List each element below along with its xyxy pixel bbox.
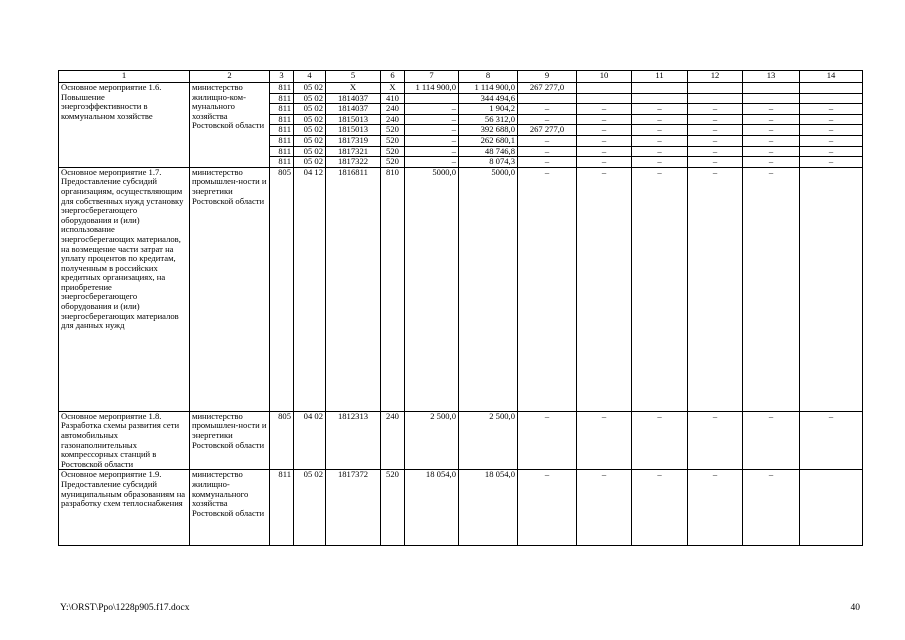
data-cell: – (405, 135, 459, 146)
data-cell: 392 688,0 (459, 125, 518, 136)
data-cell: 1 904,2 (459, 104, 518, 115)
data-cell: – (577, 114, 632, 125)
data-cell: 811 (270, 157, 294, 168)
data-cell: – (577, 125, 632, 136)
data-cell: – (743, 135, 800, 146)
data-cell: 2 500,0 (459, 411, 518, 470)
data-cell: 811 (270, 146, 294, 157)
data-cell: – (405, 114, 459, 125)
data-cell: – (405, 157, 459, 168)
data-cell: – (743, 146, 800, 157)
data-cell: – (688, 146, 743, 157)
data-cell: – (577, 167, 632, 411)
data-cell: 8 074,3 (459, 157, 518, 168)
data-cell: – (577, 470, 632, 546)
data-cell: 1 114 900,0 (405, 83, 459, 94)
data-cell: – (800, 135, 863, 146)
data-cell (688, 93, 743, 104)
data-cell: – (518, 135, 577, 146)
header-cell: 4 (294, 71, 326, 83)
data-cell: – (405, 146, 459, 157)
data-cell: 811 (270, 93, 294, 104)
data-cell: 1816811 (326, 167, 381, 411)
data-cell: – (800, 411, 863, 470)
data-cell: – (743, 157, 800, 168)
table-row (59, 411, 863, 470)
activity-name: Основное мероприятие 1.7. Предоставление субсидий организациям, осуществляющим для собственных нужд установку энергосберегающего оборудования и (или) использование энергосберегающих материалов, на возмещение части затрат на уплату процентов по кредитам, полученным в российских кредитных организациях, на приобретение энергосберегающего оборудования и (или) энергосберегающих материалов для данных нужд (59, 167, 190, 411)
executor-name: министерство промышлен-ности и энергетики Ростовской области (190, 411, 270, 470)
data-cell: – (518, 470, 577, 546)
header-cell: 13 (743, 71, 800, 83)
header-cell: 14 (800, 71, 863, 83)
data-cell: – (577, 104, 632, 115)
data-cell: 520 (381, 157, 405, 168)
data-cell: – (800, 146, 863, 157)
data-cell: 262 680,1 (459, 135, 518, 146)
data-cell: – (405, 125, 459, 136)
data-cell: 05 02 (294, 135, 326, 146)
data-cell: – (518, 167, 577, 411)
data-cell (800, 93, 863, 104)
data-cell: 267 277,0 (518, 83, 577, 94)
header-cell: 8 (459, 71, 518, 83)
activity-name: Основное мероприятие 1.9. Предоставление субсидий муниципальным образованиям на разработку схем теплоснабжения (59, 470, 190, 546)
budget-table (58, 70, 863, 546)
data-cell: 1815013 (326, 125, 381, 136)
data-cell: – (632, 104, 688, 115)
data-cell: – (405, 104, 459, 115)
header-row (59, 71, 863, 83)
data-cell: – (577, 146, 632, 157)
data-cell: 811 (270, 104, 294, 115)
data-cell: – (743, 125, 800, 136)
data-cell: – (632, 125, 688, 136)
data-cell: – (518, 104, 577, 115)
data-cell: – (632, 114, 688, 125)
data-cell: – (632, 146, 688, 157)
data-cell: – (743, 114, 800, 125)
data-cell: 805 (270, 167, 294, 411)
data-cell: – (743, 411, 800, 470)
footer-page-number: 40 (850, 603, 860, 613)
data-cell (743, 83, 800, 94)
data-cell: – (518, 146, 577, 157)
data-cell: 1817319 (326, 135, 381, 146)
data-cell: – (632, 167, 688, 411)
data-cell: 240 (381, 411, 405, 470)
data-cell: 520 (381, 135, 405, 146)
data-cell: – (800, 114, 863, 125)
data-cell: – (688, 167, 743, 411)
data-cell: 520 (381, 470, 405, 546)
data-cell: – (688, 135, 743, 146)
data-cell (632, 83, 688, 94)
data-cell: 18 054,0 (405, 470, 459, 546)
data-cell: 805 (270, 411, 294, 470)
data-cell: 1817321 (326, 146, 381, 157)
data-cell: – (632, 470, 688, 546)
data-cell: 18 054,0 (459, 470, 518, 546)
activity-name: Основное мероприятие 1.6. Повышение энергоэффективности в коммунальном хозяйстве (59, 83, 190, 168)
activity-name: Основное мероприятие 1.8. Разработка схемы развития сети автомобильных газонаполнительных компрессорных станций в Ростовской области (59, 411, 190, 470)
data-cell: – (800, 157, 863, 168)
table-body (59, 71, 863, 546)
data-cell: 5000,0 (459, 167, 518, 411)
header-cell: 9 (518, 71, 577, 83)
data-cell: 05 02 (294, 157, 326, 168)
data-cell: 240 (381, 104, 405, 115)
data-cell: 05 02 (294, 104, 326, 115)
data-cell: 05 02 (294, 114, 326, 125)
header-cell: 6 (381, 71, 405, 83)
data-cell: Х (326, 83, 381, 94)
data-cell: – (688, 114, 743, 125)
executor-name: министерство промышлен-ности и энергетики Ростовской области (190, 167, 270, 411)
data-cell: – (743, 104, 800, 115)
table-row (59, 470, 863, 546)
header-cell: 7 (405, 71, 459, 83)
data-cell: 810 (381, 167, 405, 411)
data-cell: 56 312,0 (459, 114, 518, 125)
header-cell: 10 (577, 71, 632, 83)
header-cell: 2 (190, 71, 270, 83)
data-cell: 05 02 (294, 83, 326, 94)
data-cell: – (518, 411, 577, 470)
data-cell: 811 (270, 83, 294, 94)
data-cell: 1 114 900,0 (459, 83, 518, 94)
executor-name: министерство жилищно-ком-мунального хозяйства Ростовской области (190, 83, 270, 168)
data-cell: – (688, 470, 743, 546)
data-cell: – (577, 157, 632, 168)
data-cell: 410 (381, 93, 405, 104)
header-cell: 11 (632, 71, 688, 83)
executor-name: министерство жилищно-коммунального хозяйства Ростовской области (190, 470, 270, 546)
data-cell: 1814037 (326, 104, 381, 115)
data-cell: – (688, 104, 743, 115)
data-cell: 1815013 (326, 114, 381, 125)
data-cell: 811 (270, 125, 294, 136)
data-cell: 344 494,6 (459, 93, 518, 104)
data-cell: 811 (270, 470, 294, 546)
data-cell (518, 93, 577, 104)
data-cell: 1814037 (326, 93, 381, 104)
data-cell: – (688, 157, 743, 168)
data-cell (800, 167, 863, 411)
data-cell: 520 (381, 125, 405, 136)
data-cell: – (743, 470, 800, 546)
data-cell: 05 02 (294, 125, 326, 136)
data-cell: 1812313 (326, 411, 381, 470)
data-cell: 04 02 (294, 411, 326, 470)
data-cell (688, 83, 743, 94)
data-cell: – (688, 125, 743, 136)
data-cell: 811 (270, 135, 294, 146)
data-cell: – (632, 157, 688, 168)
data-cell (800, 470, 863, 546)
data-cell: – (577, 411, 632, 470)
data-cell: 1817372 (326, 470, 381, 546)
data-cell: 5000,0 (405, 167, 459, 411)
data-cell (577, 93, 632, 104)
data-cell: 2 500,0 (405, 411, 459, 470)
data-cell: Х (381, 83, 405, 94)
footer-file-path: Y:\ORST\Ppo\1228p905.f17.docx (60, 603, 190, 613)
data-cell: – (800, 125, 863, 136)
data-cell (800, 83, 863, 94)
data-cell (405, 93, 459, 104)
data-cell: 520 (381, 146, 405, 157)
data-cell (577, 83, 632, 94)
data-cell: 240 (381, 114, 405, 125)
data-cell: 05 02 (294, 146, 326, 157)
header-cell: 1 (59, 71, 190, 83)
data-cell: – (800, 104, 863, 115)
data-cell: 05 02 (294, 93, 326, 104)
data-cell: 811 (270, 114, 294, 125)
data-cell: – (743, 167, 800, 411)
data-cell: – (688, 411, 743, 470)
data-cell: – (632, 411, 688, 470)
data-cell (743, 93, 800, 104)
data-cell: 05 02 (294, 470, 326, 546)
data-cell (632, 93, 688, 104)
data-cell: – (518, 114, 577, 125)
data-cell: – (577, 135, 632, 146)
data-cell: – (632, 135, 688, 146)
data-cell: 267 277,0 (518, 125, 577, 136)
data-cell: – (518, 157, 577, 168)
data-cell: 04 12 (294, 167, 326, 411)
data-cell: 48 746,8 (459, 146, 518, 157)
header-cell: 12 (688, 71, 743, 83)
data-cell: 1817322 (326, 157, 381, 168)
table-row (59, 167, 863, 411)
header-cell: 3 (270, 71, 294, 83)
table-row (59, 83, 863, 94)
header-cell: 5 (326, 71, 381, 83)
